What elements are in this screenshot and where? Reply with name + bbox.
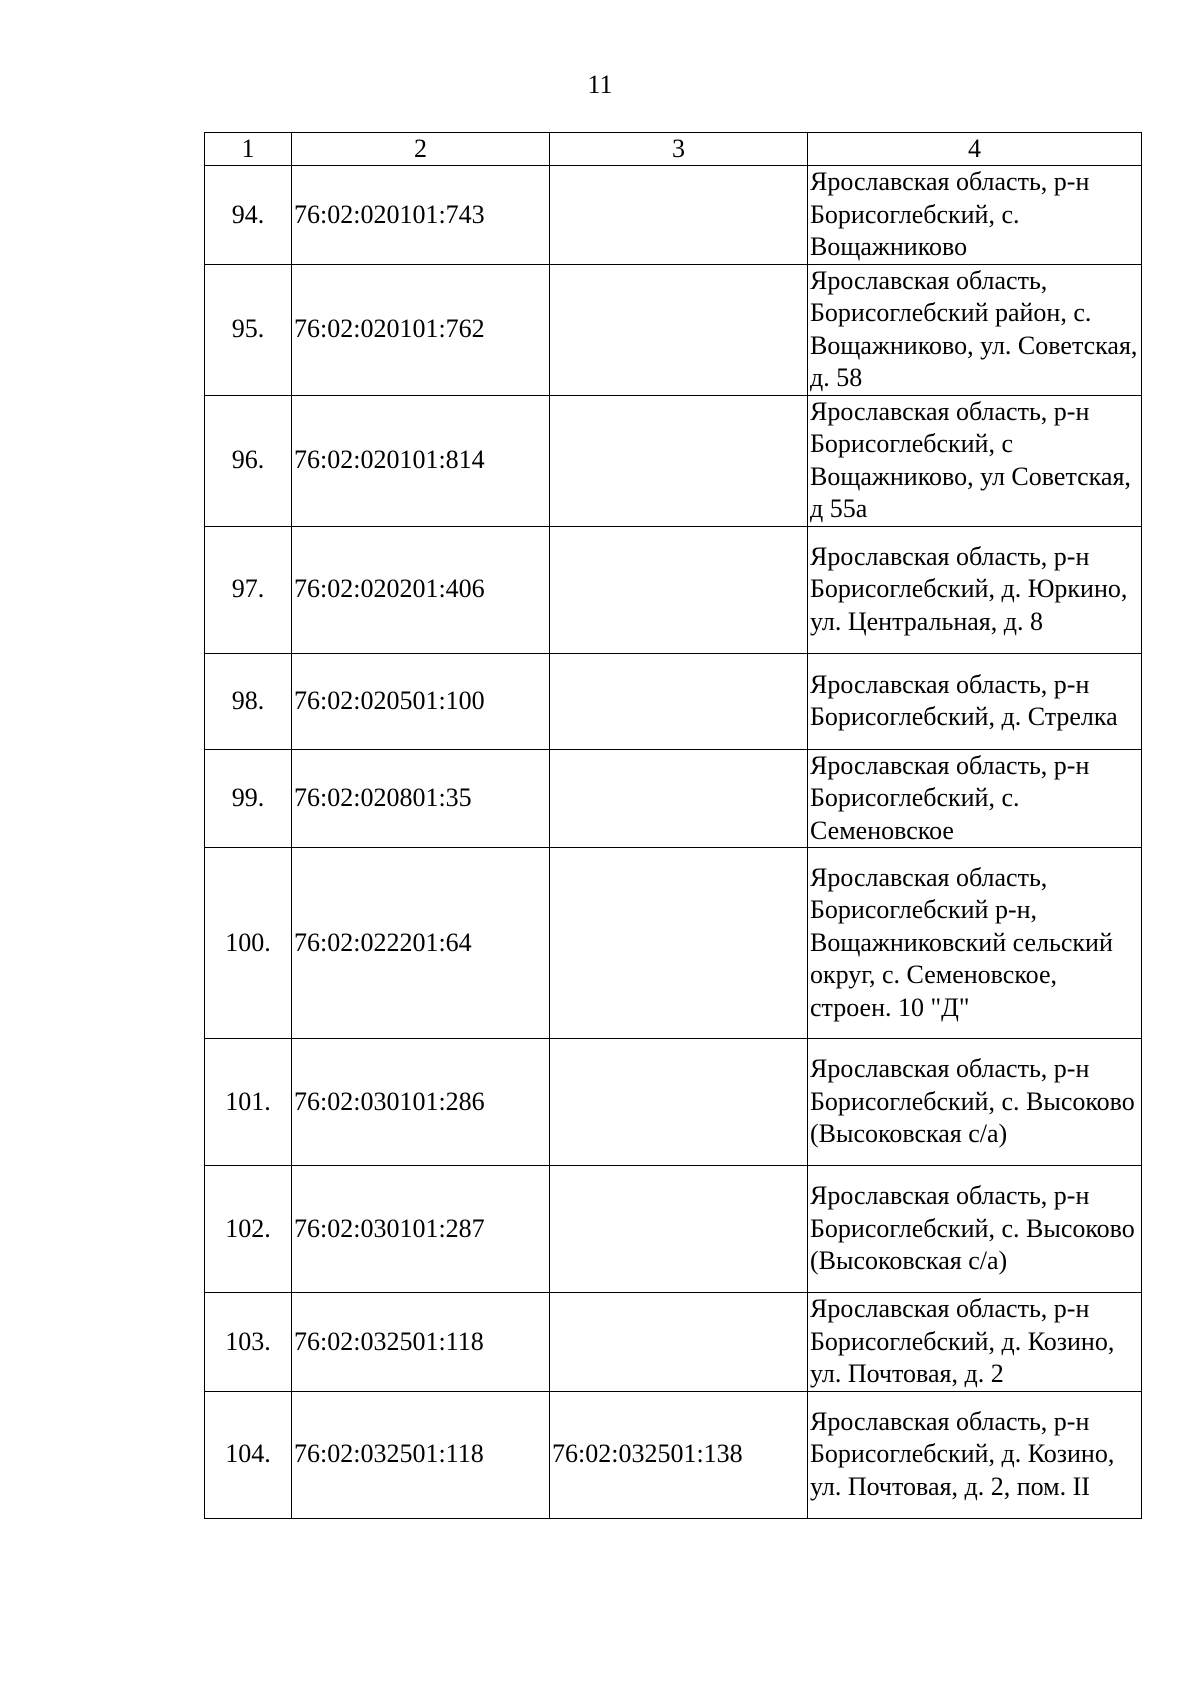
table-row	[205, 1166, 1142, 1293]
linked-cadastral-number	[550, 1039, 808, 1166]
linked-cadastral-number	[550, 653, 808, 749]
table-row	[205, 1391, 1142, 1518]
cadastral-number: 76:02:020101:762	[292, 264, 550, 395]
address: Ярославская область, р-н Борисоглебский, с. Высоково (Высоковская с/а)	[808, 1039, 1142, 1166]
cadastral-table	[204, 132, 1142, 1519]
column-header-2: 2	[292, 133, 550, 166]
table-header	[205, 133, 1142, 166]
cadastral-number: 76:02:020801:35	[292, 749, 550, 848]
table-row	[205, 1039, 1142, 1166]
address: Ярославская область, р-н Борисоглебский, д. Юркино, ул. Центральная, д. 8	[808, 526, 1142, 653]
row-number: 97.	[205, 526, 292, 653]
linked-cadastral-number	[550, 526, 808, 653]
address: Ярославская область, р-н Борисоглебский, с. Семеновское	[808, 749, 1142, 848]
table-row	[205, 264, 1142, 395]
address: Ярославская область, Борисоглебский район, с. Вощажниково, ул. Советская, д. 58	[808, 264, 1142, 395]
cadastral-number: 76:02:020101:743	[292, 166, 550, 265]
address: Ярославская область, р-н Борисоглебский, д. Козино, ул. Почтовая, д. 2	[808, 1293, 1142, 1392]
address: Ярославская область, р-н Борисоглебский, с. Высоково (Высоковская с/а)	[808, 1166, 1142, 1293]
row-number: 104.	[205, 1391, 292, 1518]
cadastral-number: 76:02:032501:118	[292, 1391, 550, 1518]
table-row	[205, 749, 1142, 848]
address: Ярославская область, р-н Борисоглебский, с Вощажниково, ул Советская, д 55а	[808, 395, 1142, 526]
address: Ярославская область, Борисоглебский р-н, Вощажниковский сельский округ, с. Семеновское, строен. 10 "Д"	[808, 848, 1142, 1039]
address: Ярославская область, р-н Борисоглебский, д. Стрелка	[808, 653, 1142, 749]
row-number: 101.	[205, 1039, 292, 1166]
column-header-1: 1	[205, 133, 292, 166]
linked-cadastral-number	[550, 1166, 808, 1293]
linked-cadastral-number	[550, 264, 808, 395]
cadastral-number: 76:02:030101:287	[292, 1166, 550, 1293]
linked-cadastral-number: 76:02:032501:138	[550, 1391, 808, 1518]
table-row	[205, 1293, 1142, 1392]
table-body	[205, 166, 1142, 1519]
linked-cadastral-number	[550, 166, 808, 265]
cadastral-number: 76:02:030101:286	[292, 1039, 550, 1166]
row-number: 103.	[205, 1293, 292, 1392]
row-number: 98.	[205, 653, 292, 749]
row-number: 102.	[205, 1166, 292, 1293]
linked-cadastral-number	[550, 395, 808, 526]
linked-cadastral-number	[550, 1293, 808, 1392]
cadastral-number: 76:02:032501:118	[292, 1293, 550, 1392]
table-row	[205, 526, 1142, 653]
cadastral-number: 76:02:020201:406	[292, 526, 550, 653]
cadastral-number: 76:02:020501:100	[292, 653, 550, 749]
column-header-3: 3	[550, 133, 808, 166]
table-row	[205, 848, 1142, 1039]
row-number: 95.	[205, 264, 292, 395]
table-row	[205, 395, 1142, 526]
cadastral-number: 76:02:022201:64	[292, 848, 550, 1039]
row-number: 94.	[205, 166, 292, 265]
table-row	[205, 166, 1142, 265]
header-row	[205, 133, 1142, 166]
address: Ярославская область, р-н Борисоглебский, с. Вощажниково	[808, 166, 1142, 265]
cadastral-number: 76:02:020101:814	[292, 395, 550, 526]
linked-cadastral-number	[550, 749, 808, 848]
row-number: 96.	[205, 395, 292, 526]
linked-cadastral-number	[550, 848, 808, 1039]
table-row	[205, 653, 1142, 749]
column-header-4: 4	[808, 133, 1142, 166]
page-number: 11	[587, 70, 613, 99]
row-number: 100.	[205, 848, 292, 1039]
row-number: 99.	[205, 749, 292, 848]
address: Ярославская область, р-н Борисоглебский, д. Козино, ул. Почтовая, д. 2, пом. II	[808, 1391, 1142, 1518]
